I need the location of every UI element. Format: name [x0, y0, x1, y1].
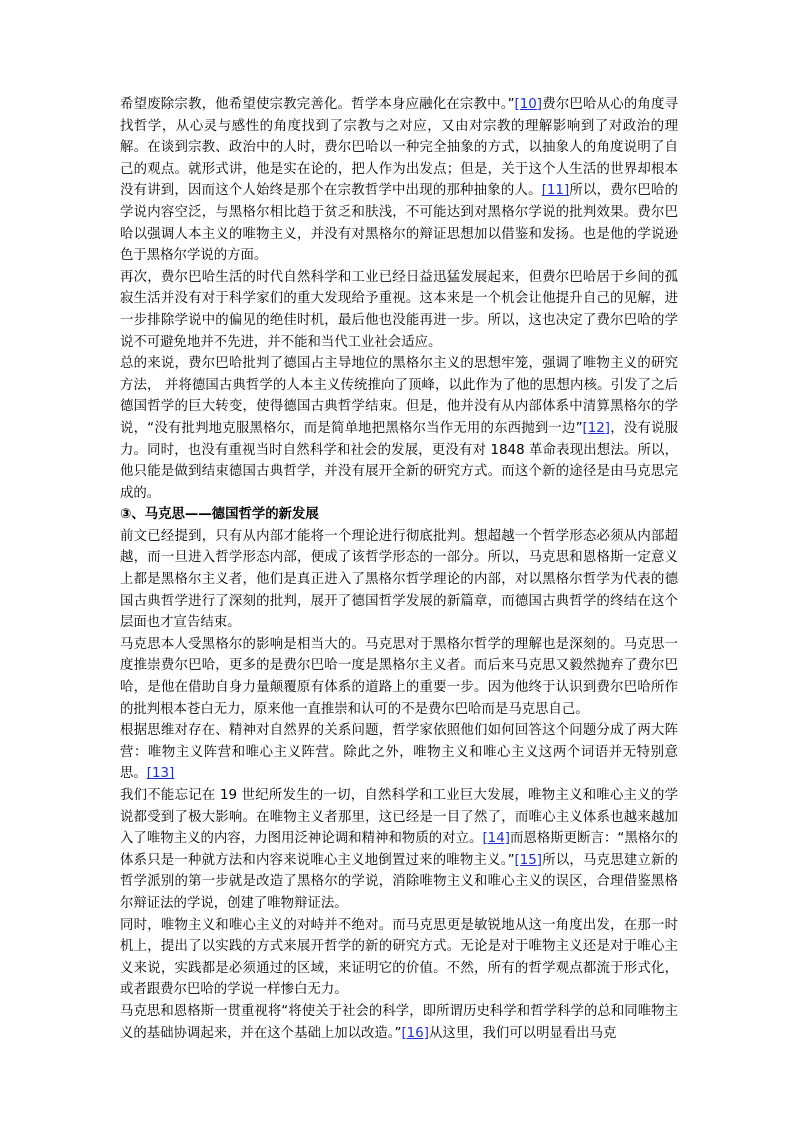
paragraph [120, 720, 678, 785]
text-segment: 而恩格斯更断言：“黑格尔的体系只是一种就方法和内容来说唯心主义地倒置过来的唯物主义。” [120, 831, 679, 868]
text-segment: 希望废除宗教，他希望使宗教完善化。哲学本身应融化在宗教中。” [120, 97, 515, 112]
paragraph [120, 1001, 678, 1044]
paragraph [120, 634, 678, 720]
text-segment: 从这里，我们可以明显看出马克 [428, 1025, 617, 1041]
section-heading [120, 504, 678, 526]
paragraph [120, 353, 678, 504]
paragraph [120, 526, 678, 634]
text-segment: 所以，费尔巴哈的学说内容空泛，与黑格尔相比趋于贫乏和肤浅，不可能达到对黑格尔学说的批判效果。费尔巴哈以强调人本主义的唯物主义，并没有对黑格尔的辩证思想加以借鉴和发扬。也是他的学说逊色于黑格尔学说的方面。 [120, 183, 679, 264]
paragraph [120, 915, 678, 1001]
text-segment: ，没有说服力。同时，也没有重视当时自然科学和社会的发展，更没有对 1848 革命表现出想法。所以，他只能是做到结束德国古典哲学，并没有展开全新的研究方式。而这个新的途径是由马克思完成的。 [120, 420, 678, 501]
footnote-link[interactable]: [10] [514, 97, 543, 112]
text-segment: 马克思本人受黑格尔的影响是相当大的。马克思对于黑格尔哲学的理解也是深刻的。马克思一度推崇费尔巴哈，更多的是费尔巴哈一度是黑格尔主义者。而后来马克思又毅然抛弃了费尔巴哈，是他在借助自身力量颠覆原有体系的道路上的重要一步。因为他终于认识到费尔巴哈所作的批判根本苍白无力，原来他一直推崇和认可的不是费尔巴哈而是马克思自己。 [120, 636, 678, 717]
text-segment: 费尔巴哈从心的角度寻找哲学，从心灵与感性的角度找到了宗教与之对应，又由对宗教的理解影响到了对政治的理解。在谈到宗教、政治中的人时，费尔巴哈以一种完全抽象的方式，以抽象人的角度说明了自己的观点。就形式讲，他是实在论的，把人作为出发点；但是，关于这个人生活的世界却根本没有讲到，因而这个人始终是那个在宗教哲学中出现的那种抽象的人。 [120, 97, 678, 199]
heading-text: ③、马克思——德国哲学的新发展 [120, 507, 319, 523]
text-segment: 根据思维对存在、精神对自然界的关系问题，哲学家依照他们如何回答这个问题分成了两大阵营：唯物主义阵营和唯心主义阵营。除此之外，唯物主义和唯心主义这两个词语并无特别意思。 [120, 723, 678, 782]
paragraph [120, 785, 678, 915]
text-segment: 所以，马克思建立新的哲学派别的第一步就是改造了黑格尔的学说，消除唯物主义和唯心主义的误区，合理借鉴黑格尔辩证法的学说，创建了唯物辩证法。 [120, 852, 678, 911]
text-segment: 总的来说，费尔巴哈批判了德国占主导地位的黑格尔主义的思想牢笼，强调了唯物主义的研究方法， 并将德国古典哲学的人本主义传统推向了顶峰，以此作为了他的思想内核。引发了之后德国哲学的巨大转变，使得德国古典哲学结束。但是，他并没有从内部体系中清算黑格尔的学说，“没有批判地克服黑格尔，而是简单地把黑格尔当作无用的东西抛到一边” [120, 356, 678, 436]
footnote-link[interactable]: [13] [146, 766, 175, 782]
footnote-link[interactable]: [14] [482, 831, 510, 847]
footnote-link[interactable]: [16] [401, 1025, 429, 1041]
footnote-link[interactable]: [11] [541, 183, 570, 199]
footnote-link[interactable]: [12] [582, 420, 611, 436]
text-segment: 我们不能忘记在 19 世纪所发生的一切，自然科学和工业巨大发展，唯物主义和唯心主义的学说都受到了极大影响。在唯物主义者那里，这已经是一目了然了，而唯心主义体系也越来越加入了唯物主义的内容，力图用泛神论调和精神和物质的对立。 [120, 788, 678, 847]
paragraph [120, 267, 678, 353]
footnote-link[interactable]: [15] [514, 852, 543, 868]
document-body [120, 94, 678, 1044]
text-segment: 前文已经提到，只有从内部才能将一个理论进行彻底批判。想超越一个哲学形态必须从内部超越，而一旦进入哲学形态内部，便成了该哲学形态的一部分。所以，马克思和恩格斯一定意义上都是黑格尔主义者，他们是真正进入了黑格尔哲学理论的内部，对以黑格尔哲学为代表的德国古典哲学进行了深刻的批判，展开了德国哲学发展的新篇章，而德国古典哲学的终结在这个层面也才宣告结束。 [120, 528, 678, 631]
text-segment: 马克思和恩格斯一贯重视将“将使关于社会的科学，即所谓历史科学和哲学科学的总和同唯物主义的基础协调起来，并在这个基础上加以改造。” [120, 1003, 678, 1041]
text-segment: 同时，唯物主义和唯心主义的对峙并不绝对。而马克思更是敏锐地从这一角度出发，在那一时机上，提出了以实践的方式来展开哲学的新的研究方式。无论是对于唯物主义还是对于唯心主义来说，实践都是必须通过的区域，来证明它的价值。不然，所有的哲学观点都流于形式化，或者跟费尔巴哈的学说一样惨白无力。 [120, 917, 678, 998]
text-segment: 再次，费尔巴哈生活的时代自然科学和工业已经日益迅猛发展起来，但费尔巴哈居于乡间的孤寂生活并没有对于科学家们的重大发现给予重视。这本来是一个机会让他提升自己的见解，进一步排除学说中的偏见的绝佳时机，最后他也没能再进一步。所以，这也决定了费尔巴哈的学说不可避免地并不先进，并不能和当代工业社会适应。 [120, 269, 678, 350]
paragraph [120, 94, 678, 267]
